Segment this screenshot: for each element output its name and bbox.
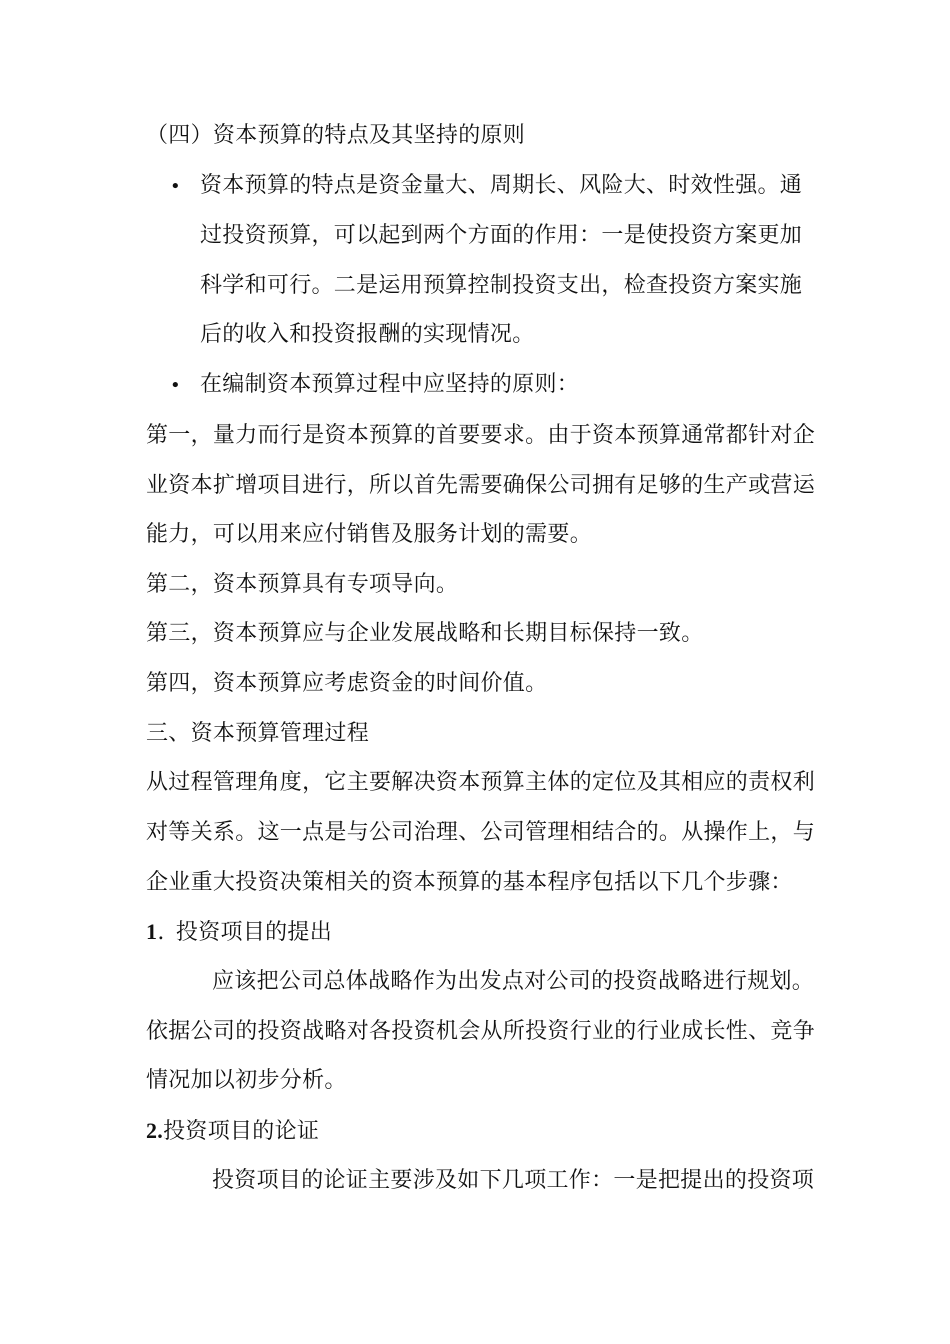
step-1-title: 投资项目的提出 bbox=[175, 920, 333, 945]
bullet-1-line-2: 过投资预算，可以起到两个方面的作用：一是使投资方案更加 bbox=[200, 223, 803, 248]
principle-1-line-3: 能力，可以用来应付销售及服务计划的需要。 bbox=[146, 522, 593, 547]
step-2-title: 投资项目的论证 bbox=[163, 1119, 320, 1144]
principle-3: 第三，资本预算应与企业发展战略和长期目标保持一致。 bbox=[146, 621, 704, 646]
step-2-number: 2. bbox=[146, 1118, 164, 1143]
bullet-marker: • bbox=[170, 375, 181, 396]
step-2-heading bbox=[146, 1116, 319, 1147]
section-3-para-line-1: 从过程管理角度，它主要解决资本预算主体的定位及其相应的责权利 bbox=[146, 770, 816, 795]
bullet-marker: • bbox=[170, 176, 181, 197]
step-1-separator: . bbox=[157, 920, 165, 945]
section-heading: （四）资本预算的特点及其坚持的原则 bbox=[146, 123, 526, 148]
bullet-2-line-1: 在编制资本预算过程中应坚持的原则： bbox=[200, 372, 580, 397]
bullet-1-line-3: 科学和可行。二是运用预算控制投资支出，检查投资方案实施 bbox=[200, 273, 803, 298]
bullet-1-line-4: 后的收入和投资报酬的实现情况。 bbox=[200, 322, 535, 347]
step-1-para-line-1: 应该把公司总体战略作为出发点对公司的投资战略进行规划。 bbox=[212, 969, 815, 994]
section-3-para-line-2: 对等关系。这一点是与公司治理、公司管理相结合的。从操作上，与 bbox=[146, 820, 816, 845]
bullet-1-line-1: 资本预算的特点是资金量大、周期长、风险大、时效性强。通 bbox=[200, 173, 803, 198]
principle-1-line-1: 第一，量力而行是资本预算的首要要求。由于资本预算通常都针对企 bbox=[146, 423, 816, 448]
principle-4: 第四，资本预算应考虑资金的时间价值。 bbox=[146, 671, 548, 696]
step-1-heading bbox=[146, 917, 332, 948]
principle-1-line-2: 业资本扩增项目进行，所以首先需要确保公司拥有足够的生产或营运 bbox=[146, 473, 816, 498]
step-1-para-line-3: 情况加以初步分析。 bbox=[146, 1068, 347, 1093]
section-3-para-line-3: 企业重大投资决策相关的资本预算的基本程序包括以下几个步骤： bbox=[146, 870, 793, 895]
section-3-heading: 三、资本预算管理过程 bbox=[146, 721, 370, 746]
step-1-number: 1 bbox=[146, 919, 158, 944]
step-2-para-line-1: 投资项目的论证主要涉及如下几项工作：一是把提出的投资项 bbox=[212, 1168, 815, 1193]
step-1-para-line-2: 依据公司的投资战略对各投资机会从所投资行业的行业成长性、竞争 bbox=[146, 1019, 816, 1044]
principle-2: 第二，资本预算具有专项导向。 bbox=[146, 572, 459, 597]
